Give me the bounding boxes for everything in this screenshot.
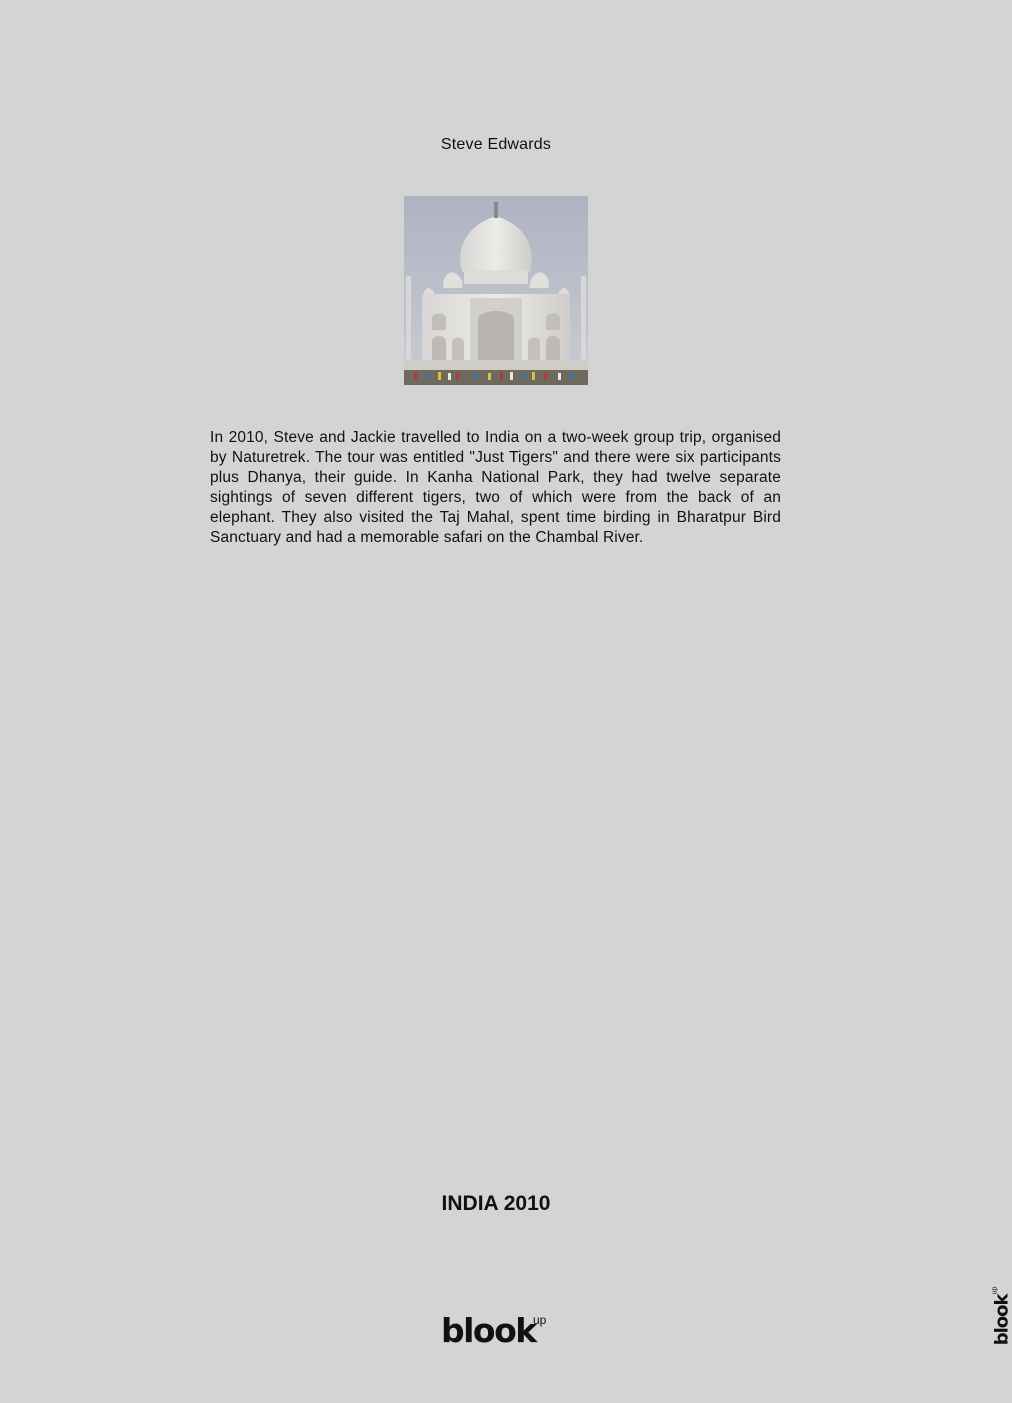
- side-blookup-logo: [992, 1283, 1012, 1349]
- book-description: In 2010, Steve and Jackie travelled to India on a two-week group trip, organised by Naturetrek. The tour was entitled "Just Tigers" and there were six participants plus Dhanya, their guide. In Kanha National Park, they had twelve separate sightings of seven different tigers, two of which were from the back of an elephant. They also visited the Taj Mahal, spent time birding in Bharatpur Bird Sanctuary and had a memorable safari on the Chambal River.: [210, 429, 781, 546]
- blookup-logo: [441, 1313, 551, 1353]
- logo-wordmark: blook: [441, 1311, 536, 1350]
- side-logo-superscript: up: [991, 1286, 999, 1295]
- side-logo-wordmark: blook: [991, 1294, 1012, 1346]
- book-title: INDIA 2010: [441, 1192, 551, 1215]
- author-name: Steve Edwards: [440, 136, 552, 153]
- taj-mahal-photo: [404, 196, 588, 385]
- logo-superscript: up: [533, 1313, 547, 1327]
